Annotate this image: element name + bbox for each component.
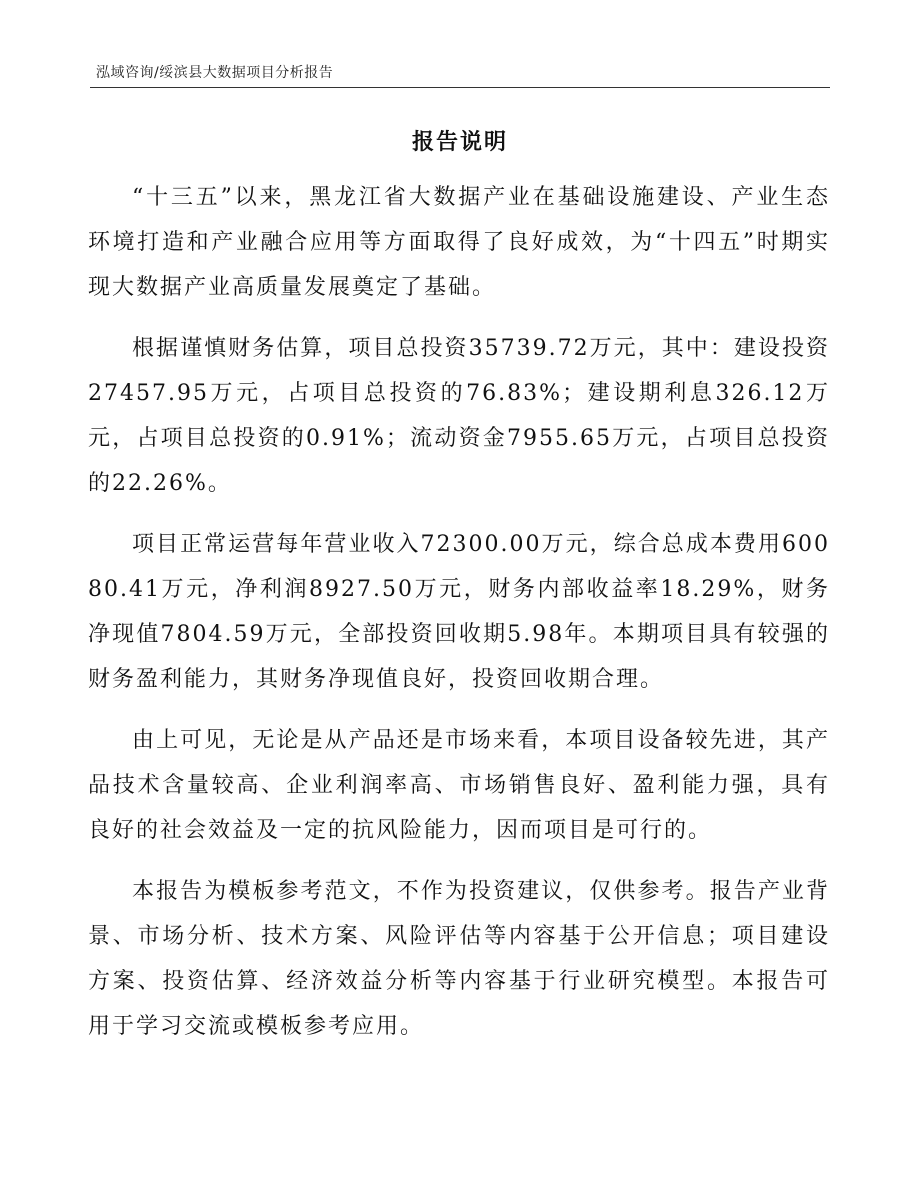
paragraph-disclaimer: 本报告为模板参考范文，不作为投资建议，仅供参考。报告产业背景、市场分析、技术方案、风险评估等内容基于公开信息；项目建设方案、投资估算、经济效益分析等内容基于行业研究模型。本报告可用于学习交流或模板参考应用。 xyxy=(88,879,830,1039)
paragraph-financial-returns: 项目正常运营每年营业收入72300.00万元，综合总成本费用60080.41万元，净利润8927.50万元，财务内部收益率18.29%，财务净现值7804.59万元，全部投资回收期5.98年。本期项目具有较强的财务盈利能力，其财务净现值良好，投资回收期合理。 xyxy=(88,532,830,692)
paragraph-investment-estimate: 根据谨慎财务估算，项目总投资35739.72万元，其中：建设投资27457.95万元，占项目总投资的76.83%；建设期利息326.12万元，占项目总投资的0.91%；流动资金7955.65万元，占项目总投资的22.26%。 xyxy=(88,336,830,496)
header-divider xyxy=(90,87,830,88)
page-header: 泓域咨询/绥滨县大数据项目分析报告 xyxy=(96,65,334,81)
document-title: 报告说明 xyxy=(411,130,508,155)
paragraph-feasibility-conclusion: 由上可见，无论是从产品还是市场来看，本项目设备较先进，其产品技术含量较高、企业利润率高、市场销售良好、盈利能力强，具有良好的社会效益及一定的抗风险能力，因而项目是可行的。 xyxy=(88,728,830,843)
paragraph-industry-background: “十三五”以来，黑龙江省大数据产业在基础设施建设、产业生态环境打造和产业融合应用等方面取得了良好成效，为“十四五”时期实现大数据产业高质量发展奠定了基础。 xyxy=(88,185,830,300)
document-body xyxy=(88,175,830,1065)
